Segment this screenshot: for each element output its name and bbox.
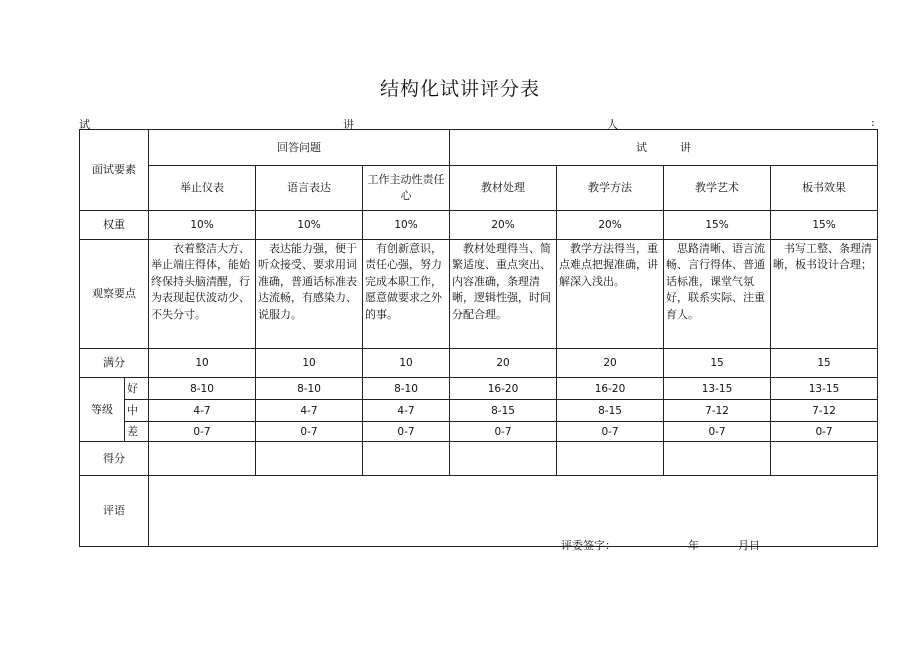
grade-cell: 13-15 xyxy=(771,378,878,400)
weight-cell: 10% xyxy=(149,211,256,240)
grade-cell: 13-15 xyxy=(664,378,771,400)
item-header: 教学方法 xyxy=(557,166,664,211)
item-header: 教材处理 xyxy=(450,166,557,211)
signature-month-day: 月日 xyxy=(738,539,760,552)
score-cell[interactable] xyxy=(557,442,664,476)
grade-label: 等级 xyxy=(80,378,125,442)
score-cell[interactable] xyxy=(664,442,771,476)
grade-level: 差 xyxy=(125,422,149,442)
page-title: 结构化试讲评分表 xyxy=(379,78,540,100)
full-score-cell: 10 xyxy=(363,349,450,378)
grade-cell: 0-7 xyxy=(149,422,256,442)
observation-cell: 教材处理得当、简繁适度、重点突出、内容准确，条理清晰，逻辑性强，时间分配合理。 xyxy=(450,240,557,349)
tester-char-4: : xyxy=(871,116,875,129)
full-score-cell: 15 xyxy=(771,349,878,378)
grade-cell: 16-20 xyxy=(450,378,557,400)
item-header: 工作主动性责任心 xyxy=(363,166,450,211)
element-label: 面试要素 xyxy=(80,130,149,211)
score-label: 得分 xyxy=(80,442,149,476)
grade-cell: 0-7 xyxy=(450,422,557,442)
full-score-cell: 20 xyxy=(557,349,664,378)
grade-cell: 8-15 xyxy=(557,400,664,422)
weight-cell: 15% xyxy=(664,211,771,240)
grade-cell: 8-15 xyxy=(450,400,557,422)
weight-cell: 10% xyxy=(363,211,450,240)
group-lecture-header: 试 讲 xyxy=(450,130,878,166)
item-header: 举止仪表 xyxy=(149,166,256,211)
score-table xyxy=(79,129,878,547)
item-header: 语言表达 xyxy=(256,166,363,211)
full-score-cell: 10 xyxy=(149,349,256,378)
full-score-cell: 20 xyxy=(450,349,557,378)
tester-line xyxy=(79,116,877,130)
weight-label: 权重 xyxy=(80,211,149,240)
item-header: 板书效果 xyxy=(771,166,878,211)
grade-cell: 7-12 xyxy=(664,400,771,422)
grade-cell: 7-12 xyxy=(771,400,878,422)
full-score-cell: 10 xyxy=(256,349,363,378)
tester-char-3: 人 xyxy=(607,118,618,131)
grade-cell: 8-10 xyxy=(256,378,363,400)
tester-char-1: 试 xyxy=(79,118,90,131)
grade-cell: 4-7 xyxy=(363,400,450,422)
score-cell[interactable] xyxy=(450,442,557,476)
grade-level: 好 xyxy=(125,378,149,400)
grade-cell: 8-10 xyxy=(149,378,256,400)
observation-cell: 衣着整洁大方、举止端庄得体，能始终保持头脑清醒，行为表现起伏波动少、不失分寸。 xyxy=(149,240,256,349)
weight-cell: 20% xyxy=(450,211,557,240)
grade-cell: 0-7 xyxy=(363,422,450,442)
weight-cell: 15% xyxy=(771,211,878,240)
grade-cell: 0-7 xyxy=(771,422,878,442)
score-cell[interactable] xyxy=(363,442,450,476)
weight-cell: 20% xyxy=(557,211,664,240)
comment-area[interactable] xyxy=(149,476,878,547)
grade-cell: 0-7 xyxy=(557,422,664,442)
grade-cell: 0-7 xyxy=(256,422,363,442)
grade-cell: 16-20 xyxy=(557,378,664,400)
grade-cell: 4-7 xyxy=(256,400,363,422)
tester-char-2: 讲 xyxy=(343,118,354,131)
observation-cell: 表达能力强，便于听众接受、要求用词准确，普通话标准表达流畅，有感染力、说服力。 xyxy=(256,240,363,349)
score-cell[interactable] xyxy=(149,442,256,476)
grade-cell: 8-10 xyxy=(363,378,450,400)
full-score-label: 满分 xyxy=(80,349,149,378)
grade-level: 中 xyxy=(125,400,149,422)
full-score-cell: 15 xyxy=(664,349,771,378)
grade-cell: 4-7 xyxy=(149,400,256,422)
observe-label: 观察要点 xyxy=(80,240,149,349)
comment-label: 评语 xyxy=(80,476,149,547)
signature-label: 评委签字： xyxy=(561,539,616,552)
group-answer-header: 回答问题 xyxy=(149,130,450,166)
observation-cell: 教学方法得当，重点难点把握准确，讲解深入浅出。 xyxy=(557,240,664,349)
score-cell[interactable] xyxy=(771,442,878,476)
observation-cell: 有创新意识，责任心强，努力完成本职工作，愿意做要求之外的事。 xyxy=(363,240,450,349)
weight-cell: 10% xyxy=(256,211,363,240)
grade-cell: 0-7 xyxy=(664,422,771,442)
observation-cell: 思路清晰、语言流畅、言行得体、普通话标准，课堂气氛好，联系实际、注重育人。 xyxy=(664,240,771,349)
score-cell[interactable] xyxy=(256,442,363,476)
observation-cell: 书写工整、条理清晰，板书设计合理； xyxy=(771,240,878,349)
item-header: 教学艺术 xyxy=(664,166,771,211)
signature-year: 年 xyxy=(688,539,699,552)
